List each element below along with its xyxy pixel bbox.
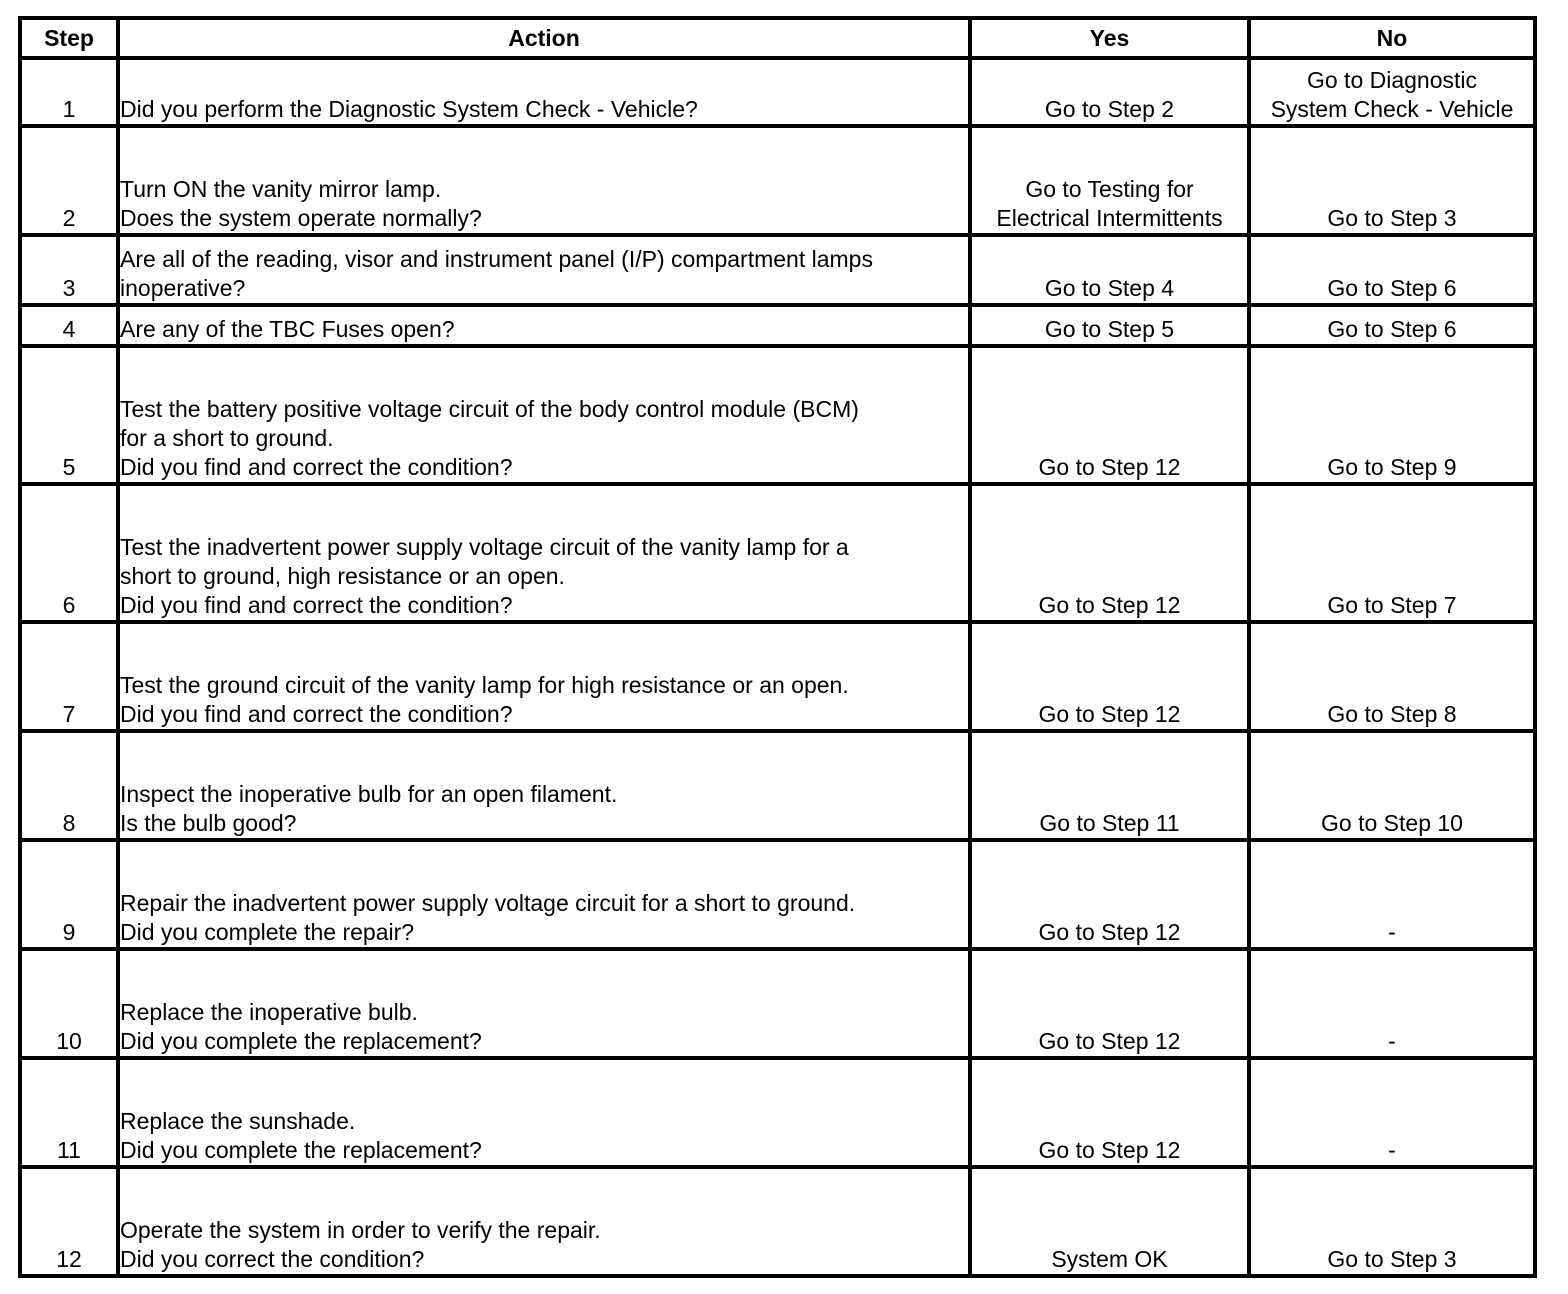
action-instruction: Are all of the reading, visor and instrument panel (I/P) compartment lamps inoperative? <box>120 246 873 301</box>
yes-outcome-text: System OK <box>1051 1246 1168 1272</box>
no-outcome-text: Go to Step 7 <box>1327 592 1457 618</box>
table-row <box>20 58 1535 126</box>
step-number: 1 <box>20 58 118 126</box>
step-number: 12 <box>20 1167 118 1276</box>
no-outcome-text: Go to Step 8 <box>1327 701 1457 727</box>
action-cell <box>118 235 970 305</box>
yes-outcome <box>970 58 1249 126</box>
step-number: 4 <box>20 305 118 346</box>
no-outcome-text: - <box>1388 1137 1396 1163</box>
step-number: 9 <box>20 840 118 949</box>
step-number: 5 <box>20 346 118 484</box>
yes-outcome-text: Go to Step 4 <box>1044 275 1175 301</box>
action-question: Does the system operate normally? <box>120 205 482 231</box>
table-row <box>20 346 1535 484</box>
yes-outcome <box>970 235 1249 305</box>
action-instruction: Are any of the TBC Fuses open? <box>120 316 455 342</box>
no-outcome-text: Go to Step 3 <box>1327 205 1457 231</box>
diagnostic-table <box>18 16 1537 1278</box>
yes-outcome <box>970 731 1249 840</box>
action-question: Did you find and correct the condition? <box>120 592 513 618</box>
action-question: Did you find and correct the condition? <box>120 454 513 480</box>
yes-outcome-text: Go to Testing for Electrical Intermittents <box>996 176 1223 231</box>
no-outcome <box>1249 731 1535 840</box>
yes-outcome <box>970 305 1249 346</box>
no-outcome <box>1249 840 1535 949</box>
no-outcome-text: Go to Step 10 <box>1321 810 1463 836</box>
action-cell <box>118 840 970 949</box>
no-outcome-text: Go to Diagnostic System Check - Vehicle <box>1270 67 1514 122</box>
action-instruction: Turn ON the vanity mirror lamp. <box>120 176 442 202</box>
action-instruction: Test the inadvertent power supply voltage circuit of the vanity lamp for a short to ground, high resistance or an open. <box>120 534 849 589</box>
action-instruction: Inspect the inoperative bulb for an open filament. <box>120 781 618 807</box>
yes-outcome-text: Go to Step 5 <box>1044 316 1175 342</box>
action-instruction: Test the battery positive voltage circuit of the body control module (BCM) for a short to ground. <box>120 396 859 451</box>
step-number: 3 <box>20 235 118 305</box>
no-outcome <box>1249 1167 1535 1276</box>
yes-outcome-text: Go to Step 2 <box>1044 96 1175 122</box>
action-question: Did you complete the replacement? <box>120 1137 482 1163</box>
yes-outcome <box>970 949 1249 1058</box>
table-row <box>20 484 1535 622</box>
no-outcome-text: - <box>1388 1028 1396 1054</box>
yes-outcome-text: Go to Step 11 <box>1039 810 1180 836</box>
header-yes: Yes <box>970 18 1249 58</box>
action-instruction: Replace the sunshade. <box>120 1108 356 1134</box>
no-outcome-text: Go to Step 6 <box>1327 275 1457 301</box>
no-outcome-text: Go to Step 9 <box>1327 454 1457 480</box>
yes-outcome-text: Go to Step 12 <box>1038 1028 1181 1054</box>
table-row <box>20 731 1535 840</box>
no-outcome <box>1249 126 1535 235</box>
yes-outcome <box>970 840 1249 949</box>
no-outcome <box>1249 58 1535 126</box>
no-outcome-text: Go to Step 3 <box>1327 1246 1457 1272</box>
table-row <box>20 1058 1535 1167</box>
action-cell <box>118 58 970 126</box>
action-cell <box>118 346 970 484</box>
step-number: 8 <box>20 731 118 840</box>
step-number: 2 <box>20 126 118 235</box>
action-question: Is the bulb good? <box>120 810 297 836</box>
step-number: 6 <box>20 484 118 622</box>
table-row <box>20 840 1535 949</box>
header-no: No <box>1249 18 1535 58</box>
yes-outcome <box>970 1058 1249 1167</box>
action-instruction: Operate the system in order to verify the repair. <box>120 1217 601 1243</box>
table-row <box>20 235 1535 305</box>
no-outcome <box>1249 1058 1535 1167</box>
action-cell <box>118 305 970 346</box>
action-question: Did you complete the replacement? <box>120 1028 482 1054</box>
action-question: Did you find and correct the condition? <box>120 701 513 727</box>
step-number: 11 <box>20 1058 118 1167</box>
yes-outcome <box>970 346 1249 484</box>
action-cell <box>118 484 970 622</box>
action-cell <box>118 949 970 1058</box>
yes-outcome-text: Go to Step 12 <box>1038 701 1181 727</box>
action-cell <box>118 731 970 840</box>
action-cell <box>118 1167 970 1276</box>
no-outcome <box>1249 235 1535 305</box>
action-instruction: Repair the inadvertent power supply voltage circuit for a short to ground. <box>120 890 856 916</box>
no-outcome-text: Go to Step 6 <box>1327 316 1457 342</box>
action-question: Did you complete the repair? <box>120 919 415 945</box>
table-body <box>20 58 1535 1276</box>
action-instruction: Did you perform the Diagnostic System Check - Vehicle? <box>120 96 698 122</box>
action-instruction: Replace the inoperative bulb. <box>120 999 418 1025</box>
step-number: 10 <box>20 949 118 1058</box>
action-cell <box>118 622 970 731</box>
action-question: Did you correct the condition? <box>120 1246 425 1272</box>
yes-outcome-text: Go to Step 12 <box>1038 592 1181 618</box>
action-cell <box>118 126 970 235</box>
header-action: Action <box>118 18 970 58</box>
yes-outcome-text: Go to Step 12 <box>1038 454 1181 480</box>
yes-outcome <box>970 126 1249 235</box>
action-cell <box>118 1058 970 1167</box>
no-outcome <box>1249 346 1535 484</box>
no-outcome <box>1249 484 1535 622</box>
action-instruction: Test the ground circuit of the vanity lamp for high resistance or an open. <box>120 672 849 698</box>
yes-outcome <box>970 484 1249 622</box>
no-outcome <box>1249 622 1535 731</box>
yes-outcome-text: Go to Step 12 <box>1038 1137 1181 1163</box>
header-row <box>20 18 1535 58</box>
step-number: 7 <box>20 622 118 731</box>
no-outcome <box>1249 949 1535 1058</box>
table-row <box>20 305 1535 346</box>
yes-outcome <box>970 1167 1249 1276</box>
table-row <box>20 622 1535 731</box>
table-row <box>20 1167 1535 1276</box>
table-row <box>20 126 1535 235</box>
header-step: Step <box>20 18 118 58</box>
table-row <box>20 949 1535 1058</box>
no-outcome-text: - <box>1388 919 1396 945</box>
no-outcome <box>1249 305 1535 346</box>
yes-outcome-text: Go to Step 12 <box>1038 919 1181 945</box>
yes-outcome <box>970 622 1249 731</box>
